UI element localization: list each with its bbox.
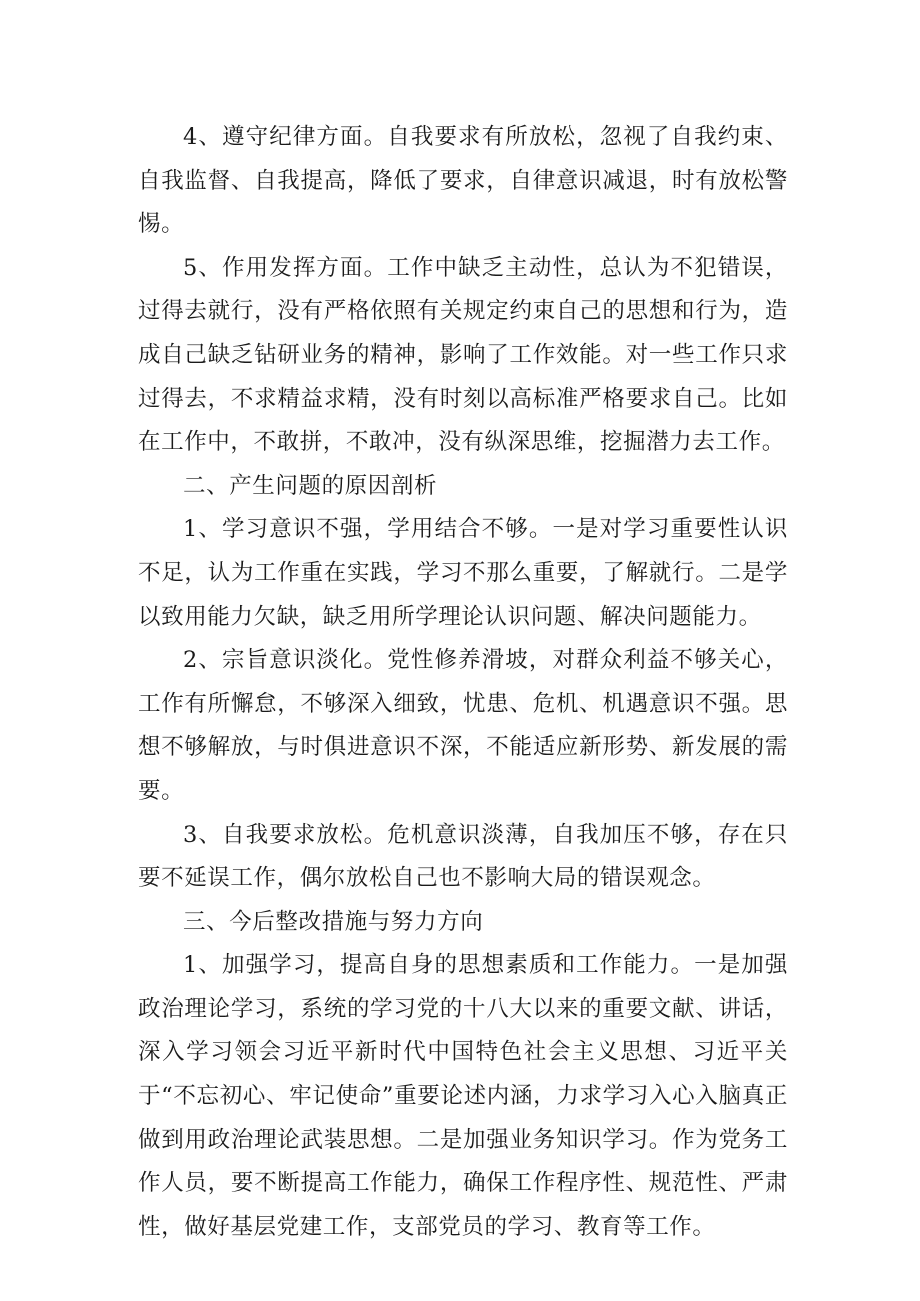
paragraph-discipline: 4、遵守纪律方面。自我要求有所放松，忽视了自我约束、自我监督、自我提高，降低了要求，自律意识减退，时有放松警惕。 — [138, 124, 788, 238]
section-heading-rectification: 三、今后整改措施与努力方向 — [183, 908, 484, 935]
paragraph-strengthen-study: 1、加强学习，提高自身的思想素质和工作能力。一是加强政治理论学习，系统的学习党的十八大以来的重要文献、讲话，深入学习领会习近平新时代中国特色社会主义思想、习近平关于“不忘初心、牢记使命”重要论述内涵，力求学习入心入脑真正做到用政治理论武装思想。二是加强业务知识学习。作为党务工作人员，要不断提高工作能力，确保工作程序性、规范性、严肃性，做好基层党建工作，支部党员的学习、教育等工作。 — [138, 952, 788, 1240]
document-body — [138, 116, 788, 1249]
paragraph-purpose-awareness: 2、宗旨意识淡化。党性修养滑坡，对群众利益不够关心，工作有所懈怠，不够深入细致，忧患、危机、机遇意识不强。思想不够解放，与时俱进意识不深，不能适应新形势、新发展的需要。 — [138, 647, 788, 804]
paragraph-role: 5、作用发挥方面。工作中缺乏主动性，总认为不犯错误，过得去就行，没有严格依照有关规定约束自己的思想和行为，造成自己缺乏钻研业务的精神，影响了工作效能。对一些工作只求过得去，不求精益求精，没有时刻以高标准严格要求自己。比如在工作中，不敢拼，不敢冲，没有纵深思维，挖掘潜力去工作。 — [138, 254, 788, 456]
paragraph-study-awareness: 1、学习意识不强，学用结合不够。一是对学习重要性认识不足，认为工作重在实践，学习不那么重要，了解就行。二是学以致用能力欠缺，缺乏用所学理论认识问题、解决问题能力。 — [138, 516, 788, 630]
section-heading-causes: 二、产生问题的原因剖析 — [183, 472, 438, 499]
paragraph-self-requirement: 3、自我要求放松。危机意识淡薄，自我加压不够，存在只要不延误工作，偶尔放松自己也不影响大局的错误观念。 — [138, 821, 788, 892]
